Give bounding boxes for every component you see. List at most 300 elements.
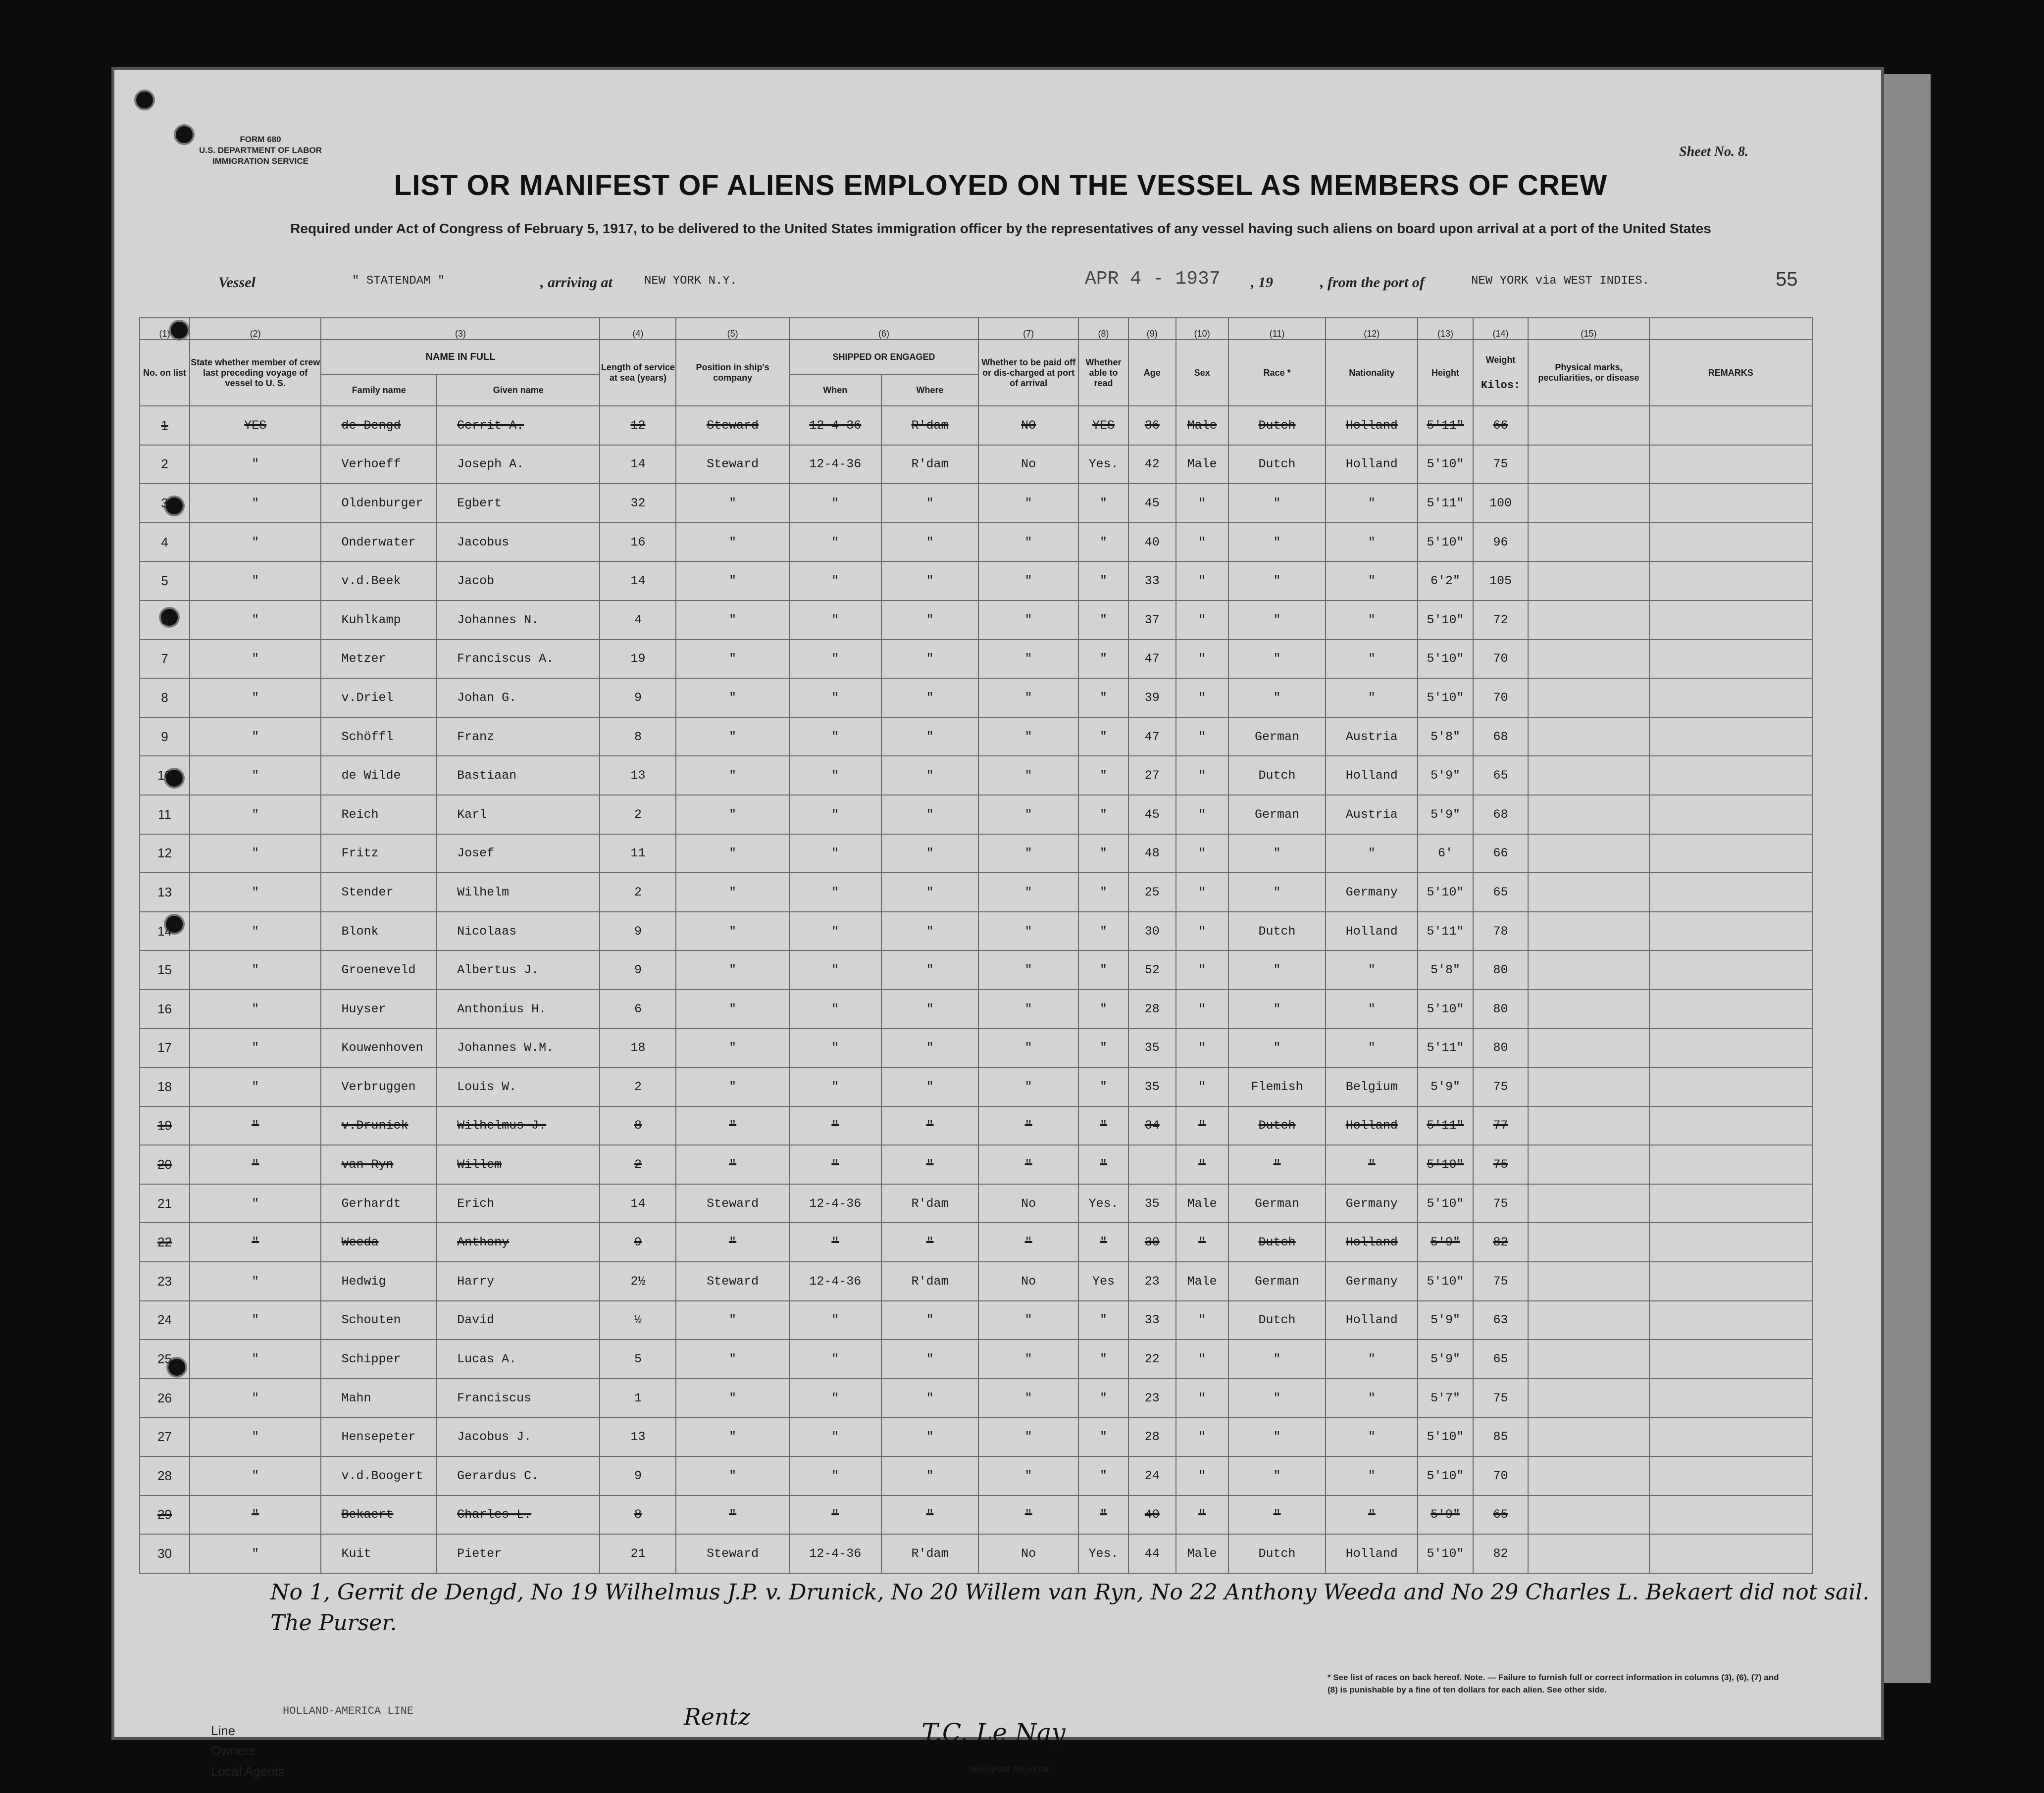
race-cell: " [1228,1029,1326,1068]
nationality-cell: Holland [1326,406,1418,445]
column-number-row [140,318,1812,340]
nationality-cell: " [1326,1417,1418,1456]
height-cell: 5'10" [1418,1456,1473,1495]
weight-cell: 75 [1473,1379,1529,1418]
height-cell: 5'7" [1418,1379,1473,1418]
shipped-when-cell: 12-4-36 [789,1262,881,1301]
prev-voyage-cell: " [190,561,321,600]
given-name-cell: Nicolaas [437,912,600,951]
remarks-cell [1649,1184,1812,1223]
able-to-read-cell: YES [1078,406,1128,445]
weight-cell: 75 [1473,1145,1529,1184]
row-number-cell: 5 [140,561,190,600]
age-cell: 40 [1128,1495,1176,1535]
row-number-cell: 15 [140,950,190,990]
remarks-cell [1649,756,1812,795]
paid-off-cell: No [978,445,1078,484]
race-cell: Dutch [1228,756,1326,795]
age-cell: 25 [1128,873,1176,912]
shipped-when-cell: " [789,523,881,562]
sex-cell: " [1176,1340,1228,1379]
table-row [140,1340,1812,1379]
paid-off-cell: " [978,640,1078,679]
position-cell: " [676,717,789,756]
paid-off-cell: " [978,1379,1078,1418]
paid-off-cell: No [978,1184,1078,1223]
shipped-when-cell: " [789,484,881,523]
family-name-cell: de Dengd [321,406,437,445]
weight-cell: 105 [1473,561,1529,600]
table-row [140,484,1812,523]
length-of-service-cell: 6 [600,990,676,1029]
table-row [140,640,1812,679]
remarks-cell [1649,950,1812,990]
remarks-cell [1649,678,1812,717]
family-name-cell: v.d.Beek [321,561,437,600]
sex-cell: " [1176,912,1228,951]
row-number-cell: 19 [140,1106,190,1146]
row-number-cell: 24 [140,1301,190,1340]
physical-marks-cell [1528,600,1649,640]
table-row [140,1301,1812,1340]
able-to-read-cell: " [1078,1223,1128,1262]
age-cell: 23 [1128,1262,1176,1301]
weight-cell: 70 [1473,1456,1529,1495]
sex-cell: " [1176,756,1228,795]
row-number-cell: 12 [140,834,190,873]
physical-marks-cell [1528,484,1649,523]
shipped-when-cell: " [789,1340,881,1379]
prev-voyage-cell: " [190,1495,321,1535]
col-number: (6) [789,318,978,340]
given-name-cell: Johan G. [437,678,600,717]
shipped-when-cell: " [789,834,881,873]
physical-marks-cell [1528,756,1649,795]
height-cell: 6'2" [1418,561,1473,600]
shipped-when-cell: " [789,990,881,1029]
table-row [140,1184,1812,1223]
shipped-where-cell: " [881,523,979,562]
given-name-cell: Jacobus J. [437,1417,600,1456]
family-name-cell: Kuhlkamp [321,600,437,640]
race-cell: " [1228,1145,1326,1184]
length-of-service-cell: 16 [600,523,676,562]
able-to-read-cell: " [1078,561,1128,600]
weight-cell: 66 [1473,834,1529,873]
header-physical-marks: Physical marks, peculiarities, or disease [1528,340,1649,406]
race-cell: " [1228,1340,1326,1379]
nationality-cell: " [1326,1029,1418,1068]
shipped-when-cell: " [789,1456,881,1495]
row-number-cell: 8 [140,678,190,717]
physical-marks-cell [1528,1456,1649,1495]
paid-off-cell: " [978,1067,1078,1106]
nationality-cell: Holland [1326,756,1418,795]
position-cell: " [676,1145,789,1184]
remarks-cell [1649,1301,1812,1340]
weight-cell: 75 [1473,1262,1529,1301]
col-number: (11) [1228,318,1326,340]
shipped-where-cell: " [881,678,979,717]
height-cell: 5'10" [1418,640,1473,679]
header-sex: Sex [1176,340,1228,406]
remarks-cell [1649,1495,1812,1535]
age-cell: 47 [1128,640,1176,679]
remarks-cell [1649,406,1812,445]
nationality-cell: Austria [1326,717,1418,756]
able-to-read-cell: " [1078,834,1128,873]
remarks-cell [1649,640,1812,679]
col-number: (10) [1176,318,1228,340]
header-race: Race * [1228,340,1326,406]
table-row [140,1495,1812,1535]
paid-off-cell: " [978,561,1078,600]
shipped-where-cell: " [881,1456,979,1495]
shipped-when-cell: " [789,1301,881,1340]
race-cell: German [1228,795,1326,834]
page-edge [1882,74,1931,1683]
nationality-cell: " [1326,1379,1418,1418]
weight-cell: 65 [1473,1340,1529,1379]
table-row [140,600,1812,640]
weight-cell: 65 [1473,1495,1529,1535]
header-name-in-full: NAME IN FULL [321,340,600,374]
footer [114,1654,1887,1779]
paid-off-cell: " [978,1106,1078,1146]
sex-cell: " [1176,717,1228,756]
race-cell: " [1228,950,1326,990]
row-number-cell: 4 [140,523,190,562]
able-to-read-cell: " [1078,1379,1128,1418]
able-to-read-cell: Yes. [1078,1184,1128,1223]
age-cell: 42 [1128,445,1176,484]
footnote: * See list of races on back hereof. Note. — Failure to furnish full or correct information in columns (3), (6), (7) and (8) is punishable by a fine of ten dollars for each alien. See other side. [1328,1673,1779,1694]
position-cell: " [676,1223,789,1262]
age-cell: 28 [1128,1417,1176,1456]
shipped-when-cell: 12-4-36 [789,1534,881,1573]
paid-off-cell: " [978,912,1078,951]
arriving-port: NEW YORK N.Y. [644,274,737,288]
position-cell: " [676,834,789,873]
shipped-where-cell: " [881,795,979,834]
physical-marks-cell [1528,1417,1649,1456]
family-name-cell: v.Drunick [321,1106,437,1146]
paid-off-cell: " [978,1456,1078,1495]
shipped-where-cell: " [881,1379,979,1418]
age-cell: 44 [1128,1534,1176,1573]
paid-off-cell: " [978,1340,1078,1379]
nationality-cell: " [1326,834,1418,873]
nationality-cell: Holland [1326,1106,1418,1146]
sex-cell: " [1176,990,1228,1029]
height-cell: 5'10" [1418,1184,1473,1223]
length-of-service-cell: 9 [600,950,676,990]
shipped-where-cell: " [881,1495,979,1535]
row-number-cell: 29 [140,1495,190,1535]
able-to-read-cell: " [1078,1106,1128,1146]
position-cell: " [676,640,789,679]
able-to-read-cell: " [1078,523,1128,562]
header-weight-unit: Kilos: [1481,379,1521,392]
position-cell: " [676,1456,789,1495]
physical-marks-cell [1528,1340,1649,1379]
row-number-cell: 14 [140,912,190,951]
vessel-line [218,268,1798,295]
table-row [140,1534,1812,1573]
age-cell: 35 [1128,1184,1176,1223]
prev-voyage-cell: " [190,1534,321,1573]
shipped-where-cell: R'dam [881,1534,979,1573]
shipped-when-cell: " [789,717,881,756]
page-title: LIST OR MANIFEST OF ALIENS EMPLOYED ON THE VESSEL AS MEMBERS OF CREW [394,169,1608,201]
sex-cell: " [1176,834,1228,873]
nationality-cell: Holland [1326,1301,1418,1340]
shipped-when-cell: " [789,678,881,717]
physical-marks-cell [1528,523,1649,562]
race-cell: " [1228,1456,1326,1495]
weight-cell: 75 [1473,1067,1529,1106]
given-name-cell: Harry [437,1262,600,1301]
nationality-cell: " [1326,640,1418,679]
row-number-cell: 6 [140,600,190,640]
height-cell: 5'10" [1418,600,1473,640]
prev-voyage-cell: " [190,756,321,795]
physical-marks-cell [1528,1495,1649,1535]
race-cell: Dutch [1228,1301,1326,1340]
given-name-cell: Bastiaan [437,756,600,795]
col-number: (13) [1418,318,1473,340]
race-cell: Dutch [1228,1223,1326,1262]
race-cell: " [1228,873,1326,912]
prev-voyage-cell: " [190,1184,321,1223]
age-cell [1128,1145,1176,1184]
header-paid-off: Whether to be paid off or dis-charged at port of arrival [978,340,1078,406]
age-cell: 40 [1128,523,1176,562]
header-weight-label: Weight [1485,355,1516,365]
prev-voyage-cell: " [190,795,321,834]
sex-cell: " [1176,640,1228,679]
age-cell: 28 [1128,990,1176,1029]
race-cell: " [1228,600,1326,640]
position-cell: " [676,756,789,795]
shipped-when-cell: " [789,640,881,679]
nationality-cell: Holland [1326,1534,1418,1573]
physical-marks-cell [1528,795,1649,834]
row-number-cell: 16 [140,990,190,1029]
able-to-read-cell: " [1078,678,1128,717]
able-to-read-cell: " [1078,990,1128,1029]
given-name-cell: Franciscus A. [437,640,600,679]
age-cell: 22 [1128,1340,1176,1379]
prev-voyage-cell: " [190,678,321,717]
sex-cell: " [1176,678,1228,717]
length-of-service-cell: 8 [600,1106,676,1146]
length-of-service-cell: 9 [600,912,676,951]
col-number: (14) [1473,318,1529,340]
table-row [140,1145,1812,1184]
shipped-where-cell: " [881,640,979,679]
remarks-cell [1649,523,1812,562]
weight-cell: 75 [1473,1184,1529,1223]
inspector-label: Immigrant Inspector. [969,1764,1052,1775]
paid-off-cell: " [978,795,1078,834]
age-cell: 47 [1128,717,1176,756]
remarks-cell [1649,1340,1812,1379]
table-row [140,1106,1812,1146]
family-name-cell: Blonk [321,912,437,951]
shipped-when-cell: " [789,1417,881,1456]
physical-marks-cell [1528,406,1649,445]
given-name-cell: Franz [437,717,600,756]
family-name-cell: Kouwenhoven [321,1029,437,1068]
family-name-cell: Hedwig [321,1262,437,1301]
race-cell: " [1228,1495,1326,1535]
family-name-cell: Kuit [321,1534,437,1573]
position-cell: " [676,523,789,562]
nationality-cell: " [1326,950,1418,990]
shipped-where-cell: " [881,1067,979,1106]
vessel-name: " STATENDAM " [352,274,445,288]
family-name-cell: Huyser [321,990,437,1029]
table-row [140,1417,1812,1456]
sex-cell: Male [1176,1534,1228,1573]
physical-marks-cell [1528,1301,1649,1340]
given-name-cell: Pieter [437,1534,600,1573]
nationality-cell: " [1326,990,1418,1029]
col-number: (15) [1528,318,1649,340]
physical-marks-cell [1528,717,1649,756]
position-cell: " [676,1301,789,1340]
age-cell: 48 [1128,834,1176,873]
remarks-cell [1649,1417,1812,1456]
position-cell: " [676,873,789,912]
family-name-cell: Schöffl [321,717,437,756]
family-name-cell: Schouten [321,1301,437,1340]
able-to-read-cell: " [1078,873,1128,912]
prev-voyage-cell: " [190,600,321,640]
height-cell: 6' [1418,834,1473,873]
remarks-cell [1649,912,1812,951]
service: IMMIGRATION SERVICE [212,156,308,166]
remarks-cell [1649,1223,1812,1262]
prev-voyage-cell: " [190,1340,321,1379]
row-number-cell: 3 [140,484,190,523]
position-cell: " [676,600,789,640]
weight-cell: 63 [1473,1301,1529,1340]
paid-off-cell: " [978,990,1078,1029]
crew-manifest-table [139,317,1813,1574]
from-label: , from the port of [1320,274,1425,291]
position-cell: " [676,1417,789,1456]
position-cell: " [676,1067,789,1106]
sex-cell: " [1176,1495,1228,1535]
paid-off-cell: NO [978,406,1078,445]
inspector-signature: T.C. Le Nay [921,1718,1066,1747]
height-cell: 5'10" [1418,523,1473,562]
table-row [140,1029,1812,1068]
paid-off-cell: " [978,600,1078,640]
position-cell: Steward [676,1262,789,1301]
family-name-cell: van Ryn [321,1145,437,1184]
sex-cell: " [1176,1301,1228,1340]
shipped-when-cell: " [789,795,881,834]
weight-cell: 65 [1473,756,1529,795]
table-row [140,1262,1812,1301]
length-of-service-cell: 18 [600,1029,676,1068]
punch-hole [134,90,155,110]
manifest-body [140,406,1812,1573]
sex-cell: " [1176,1223,1228,1262]
length-of-service-cell: 1 [600,1379,676,1418]
physical-marks-cell [1528,1223,1649,1262]
position-cell: " [676,912,789,951]
nationality-cell: " [1326,1456,1418,1495]
table-row [140,406,1812,445]
sex-cell: Male [1176,406,1228,445]
height-cell: 5'8" [1418,717,1473,756]
family-name-cell: Bekaert [321,1495,437,1535]
family-name-cell: Verhoeff [321,445,437,484]
position-cell: " [676,1340,789,1379]
table-row [140,756,1812,795]
manifest-sheet [111,67,1884,1779]
arriving-label: , arriving at [540,274,613,291]
paid-off-cell: " [978,873,1078,912]
paid-off-cell: " [978,1417,1078,1456]
table-row [140,717,1812,756]
row-number-cell: 22 [140,1223,190,1262]
shipped-when-cell: " [789,600,881,640]
race-cell: " [1228,640,1326,679]
row-number-cell: 18 [140,1067,190,1106]
age-cell: 30 [1128,912,1176,951]
given-name-cell: Johannes N. [437,600,600,640]
nationality-cell: " [1326,1495,1418,1535]
sex-cell: " [1176,523,1228,562]
sex-cell: Male [1176,1184,1228,1223]
given-name-cell: Anthony [437,1223,600,1262]
physical-marks-cell [1528,1262,1649,1301]
header-shipped-or-engaged: SHIPPED OR ENGAGED [789,340,978,374]
physical-marks-cell [1528,1184,1649,1223]
nationality-cell: " [1326,678,1418,717]
nationality-cell: " [1326,561,1418,600]
weight-cell: 82 [1473,1223,1529,1262]
paid-off-cell: No [978,1534,1078,1573]
height-cell: 5'9" [1418,1340,1473,1379]
shipped-where-cell: " [881,912,979,951]
age-cell: 45 [1128,484,1176,523]
shipped-where-cell: " [881,561,979,600]
age-cell: 33 [1128,561,1176,600]
nationality-cell: Holland [1326,912,1418,951]
shipped-where-cell: " [881,1223,979,1262]
shipped-where-cell: " [881,1340,979,1379]
height-cell: 5'10" [1418,1262,1473,1301]
prev-voyage-cell: " [190,1029,321,1068]
height-cell: 5'9" [1418,1301,1473,1340]
race-cell: Flemish [1228,1067,1326,1106]
length-of-service-cell: 12 [600,406,676,445]
length-of-service-cell: 14 [600,445,676,484]
position-cell: Steward [676,406,789,445]
length-of-service-cell: 9 [600,1456,676,1495]
col-number: (4) [600,318,676,340]
weight-cell: 77 [1473,1106,1529,1146]
age-cell: 36 [1128,406,1176,445]
table-row [140,561,1812,600]
row-number-cell: 11 [140,795,190,834]
